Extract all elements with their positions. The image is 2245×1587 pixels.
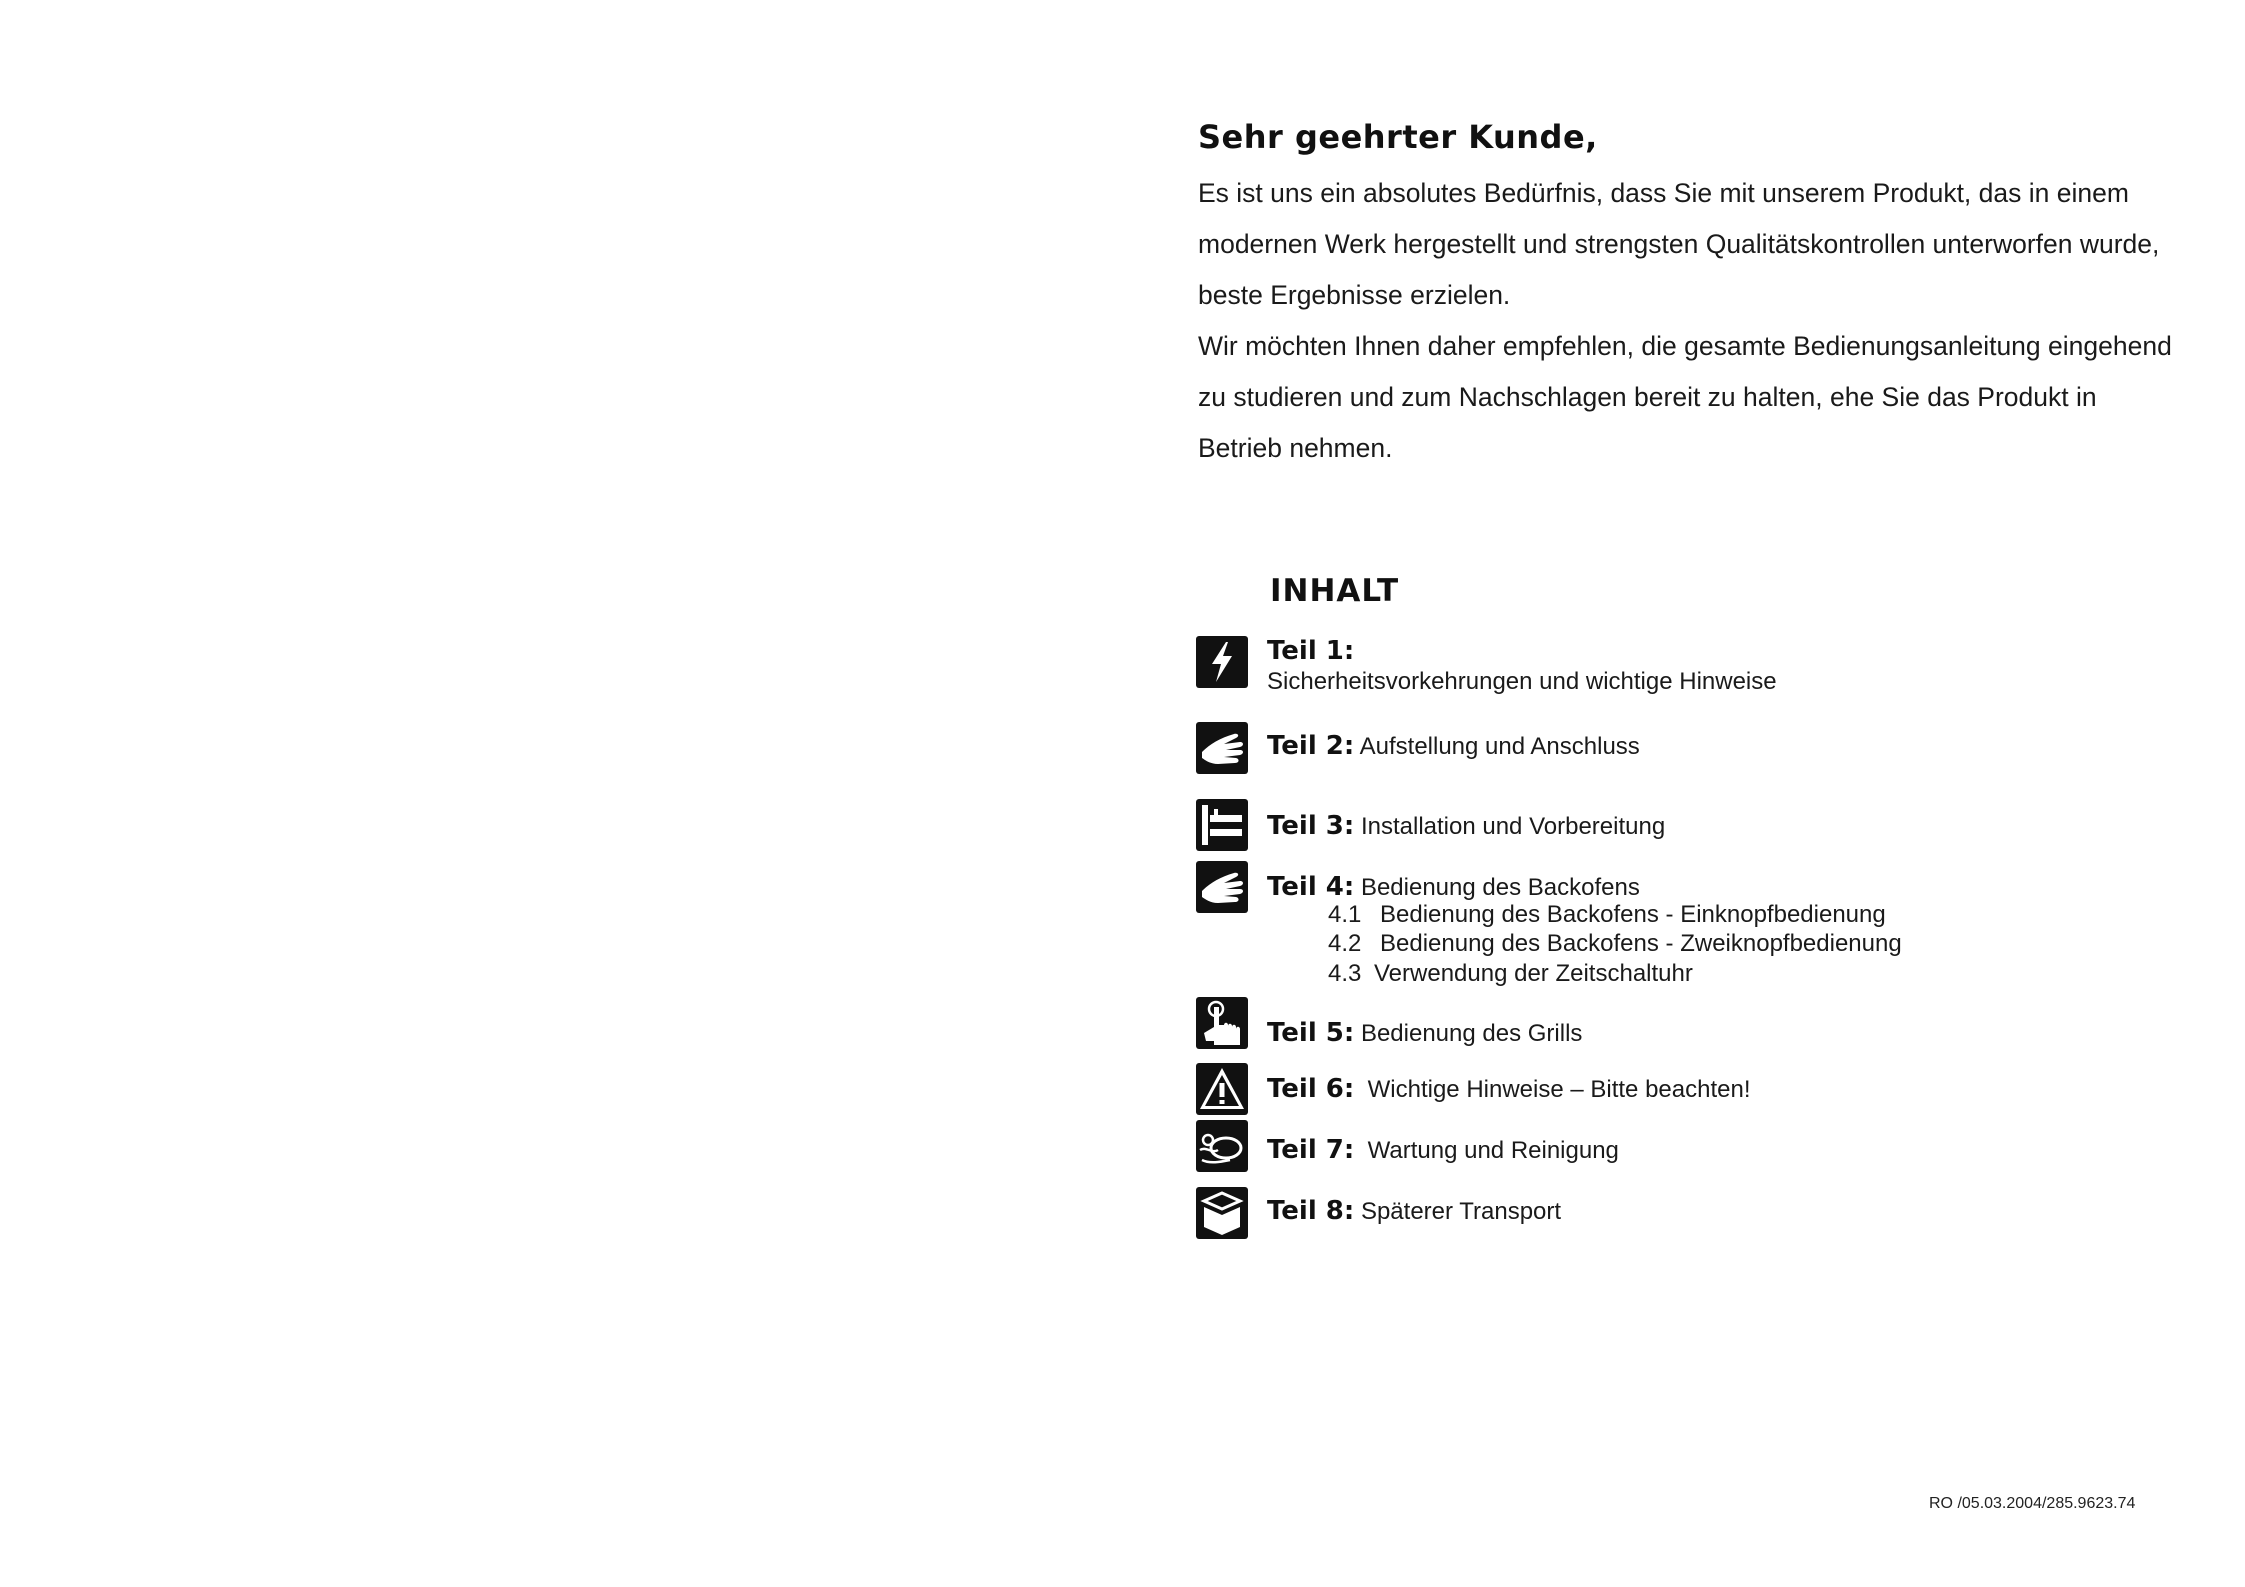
toc-text-7: Wartung und Reinigung <box>1367 1137 1619 1164</box>
toc-text-3: Installation und Vorbereitung <box>1360 813 1666 840</box>
toc-entry-7 <box>1267 1135 1619 1165</box>
toc-entry-8 <box>1267 1196 1561 1226</box>
toc-sub-4-3 <box>1328 960 1693 988</box>
box-icon <box>1196 1187 1248 1239</box>
toc-label-7: Teil 7: <box>1267 1135 1355 1165</box>
toc-entry-3 <box>1267 811 1665 841</box>
toc-label-5: Teil 5: <box>1267 1018 1355 1048</box>
toc-entry-2 <box>1267 731 1640 761</box>
lightning-icon <box>1196 636 1248 688</box>
pointing-finger-icon <box>1196 997 1248 1049</box>
toc-entry-5 <box>1267 1018 1582 1048</box>
toc-sub-num: 4.1 <box>1328 901 1362 928</box>
toc-label-2: Teil 2: <box>1267 731 1355 761</box>
toc-sub-num: 4.2 <box>1328 930 1362 957</box>
toc-text-1: Sicherheitsvorkehrungen und wichtige Hinweise <box>1267 668 1777 695</box>
left-blank-page <box>0 0 1122 1587</box>
toc-text-5: Bedienung des Grills <box>1360 1020 1583 1047</box>
toc-text-4: Bedienung des Backofens <box>1360 874 1640 901</box>
hand-icon <box>1196 722 1248 774</box>
toc-sub-4-1 <box>1328 901 1886 929</box>
footer-code: RO /05.03.2004/285.9623.74 <box>1929 1495 2136 1512</box>
warning-icon <box>1196 1063 1248 1115</box>
toc-text-2: Aufstellung und Anschluss <box>1359 733 1640 760</box>
installation-icon <box>1196 799 1248 851</box>
toc-sub-text: Bedienung des Backofens - Zweiknopfbedienung <box>1380 930 1902 957</box>
toc-label-3: Teil 3: <box>1267 811 1355 841</box>
toc-label-1: Teil 1: <box>1267 636 1355 666</box>
hand-icon <box>1196 861 1248 913</box>
intro-paragraph-1: Es ist uns ein absolutes Bedürfnis, dass Sie mit unserem Produkt, das in einem modernen Werk hergestellt und strengsten Qualitätskontrollen unterworfen wurde, beste Ergebnisse erzielen. <box>1198 178 2160 310</box>
toc-entry-4 <box>1267 872 1640 902</box>
greeting-heading: Sehr geehrter Kunde, <box>1198 118 1598 156</box>
toc-text-8: Späterer Transport <box>1360 1198 1562 1225</box>
intro-paragraph-2: Wir möchten Ihnen daher empfehlen, die gesamte Bedienungsanleitung eingehend zu studieren und zum Nachschlagen bereit zu halten, ehe Sie das Produkt in Betrieb nehmen. <box>1198 331 2172 463</box>
toc-title: INHALT <box>1270 573 1400 609</box>
toc-label-4: Teil 4: <box>1267 872 1355 902</box>
toc-text-6: Wichtige Hinweise – Bitte beachten! <box>1367 1076 1751 1103</box>
toc-sub-num: 4.3 <box>1328 960 1362 987</box>
toc-sub-text: Verwendung der Zeitschaltuhr <box>1374 960 1693 987</box>
cleaning-icon <box>1196 1120 1248 1172</box>
toc-sub-4-2 <box>1328 930 1902 958</box>
toc-label-6: Teil 6: <box>1267 1074 1355 1104</box>
toc-entry-6 <box>1267 1074 1751 1104</box>
intro-text <box>1198 168 2178 474</box>
toc-entry-1 <box>1267 636 1777 697</box>
toc-label-8: Teil 8: <box>1267 1196 1355 1226</box>
toc-sub-text: Bedienung des Backofens - Einknopfbedienung <box>1380 901 1886 928</box>
